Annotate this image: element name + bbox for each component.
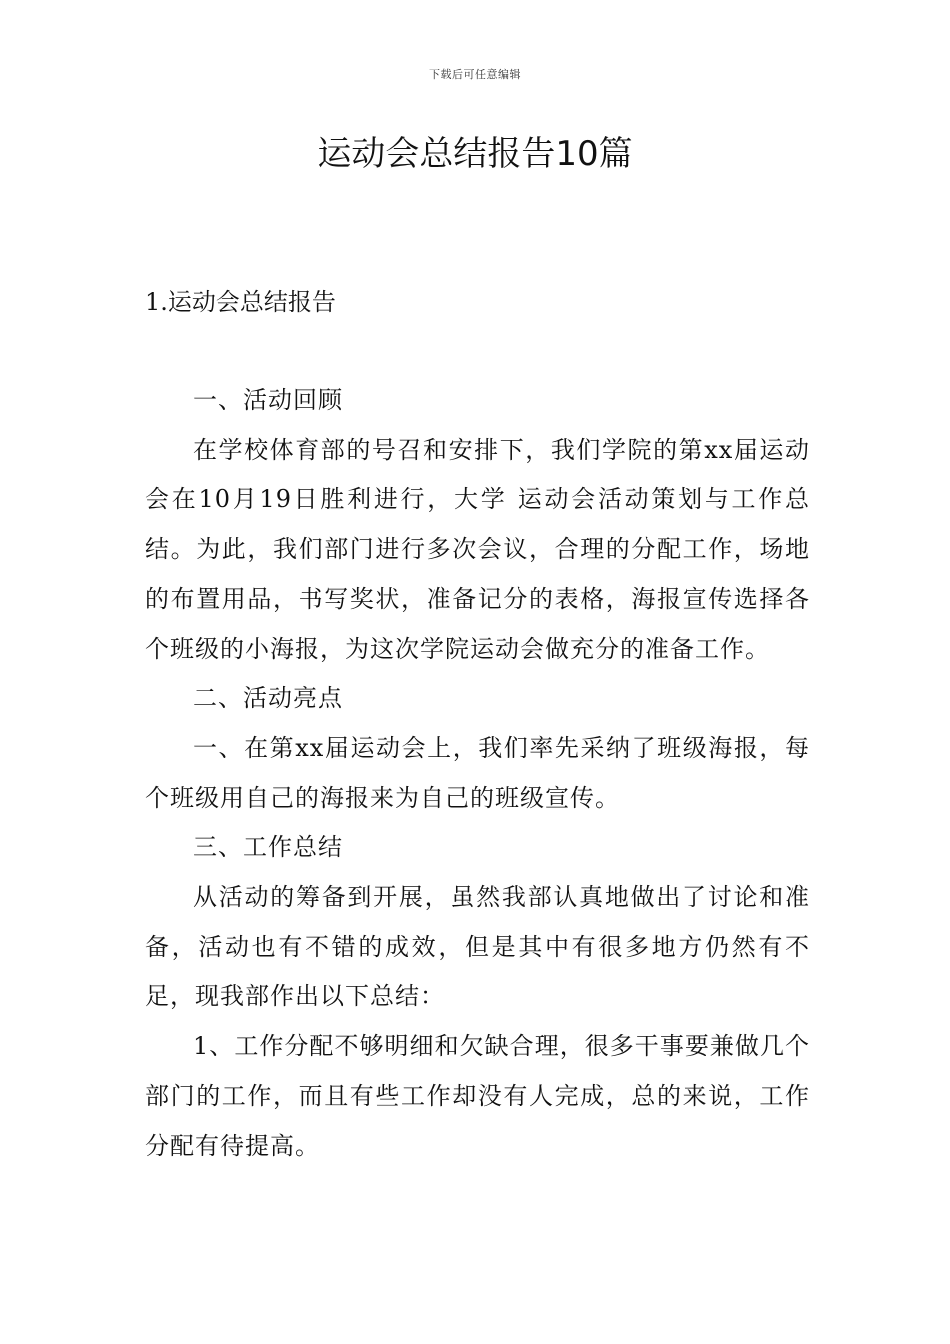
subheading-activity-highlights: 二、活动亮点 [193,684,343,713]
section-heading: 1.运动会总结报告 [145,288,336,316]
header-note: 下载后可任意编辑 [429,68,521,81]
paragraph-work-summary: 从活动的筹备到开展，虽然我部认真地做出了讨论和准备，活动也有不错的成效，但是其中有很多地方仍然有不足，现我部作出以下总结： [145,883,810,1011]
subheading-work-summary: 三、工作总结 [193,833,343,862]
paragraph-activity-review: 在学校体育部的号召和安排下，我们学院的第xx届运动会在10月19日胜利进行，大学 运动会活动策划与工作总结。为此，我们部门进行多次会议，合理的分配工作，场地的布置用品，书写奖状，准备记分的表格，海报宣传选择各个班级的小海报，为这次学院运动会做充分的准备工作。 [145,435,810,663]
paragraph-summary-point-1: 1、工作分配不够明细和欠缺合理，很多干事要兼做几个部门的工作，而且有些工作却没有人完成，总的来说，工作分配有待提高。 [145,1032,810,1160]
subheading-activity-review: 一、活动回顾 [193,386,343,414]
paragraph-activity-highlights: 一、在第xx届运动会上，我们率先采纳了班级海报，每个班级用自己的海报来为自己的班级宣传。 [145,733,810,812]
document-title: 运动会总结报告10篇 [317,134,633,174]
document-body [145,376,810,1171]
